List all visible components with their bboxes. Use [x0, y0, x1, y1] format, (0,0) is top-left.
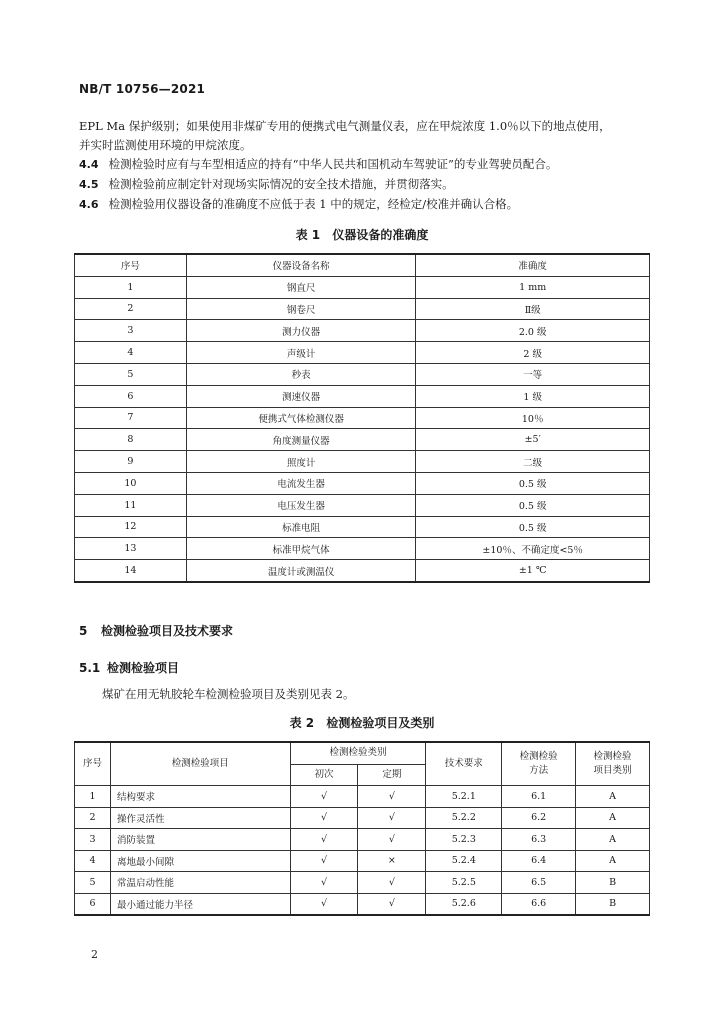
- cell-seq: 1: [75, 276, 187, 298]
- cell-accuracy: 0.5 级: [416, 516, 650, 538]
- cell-item: 结构要求: [110, 786, 290, 808]
- cell-item: 最小通过能力半径: [110, 893, 290, 915]
- table-row: [75, 850, 650, 872]
- cell-tech: 5.2.2: [426, 807, 502, 829]
- table-row: [75, 385, 650, 407]
- cell-instrument: 照度计: [186, 451, 416, 473]
- cell-method: 6.1: [502, 786, 576, 808]
- cell-initial: √: [290, 850, 358, 872]
- cell-instrument: 秒表: [186, 363, 416, 385]
- section-5-1-text: 煤矿在用无轨胶轮车检测检验项目及类别见表 2。: [102, 687, 355, 701]
- cell-seq: 2: [75, 298, 187, 320]
- clause-4-6: [79, 195, 518, 214]
- clause-number: 4.6: [79, 198, 99, 211]
- cell-seq: 14: [75, 560, 187, 582]
- cell-class: A: [576, 850, 650, 872]
- table-header-row: [75, 742, 650, 764]
- cell-seq: 3: [75, 829, 111, 851]
- cell-seq: 8: [75, 429, 187, 451]
- section-number: 5: [79, 624, 88, 638]
- table2-caption-no: 表 2: [289, 716, 315, 730]
- cell-initial: √: [290, 807, 358, 829]
- cell-seq: 2: [75, 807, 111, 829]
- table-row: [75, 807, 650, 829]
- cell-tech: 5.2.6: [426, 893, 502, 915]
- cell-method: 6.3: [502, 829, 576, 851]
- cell-accuracy: ±10％、不确定度<5％: [416, 538, 650, 560]
- header-method-line-2: 方法: [529, 765, 549, 776]
- header-item: 检测检验项目: [110, 742, 290, 786]
- cell-instrument: 标准电阻: [186, 516, 416, 538]
- cell-seq: 7: [75, 407, 187, 429]
- cell-instrument: 温度计或测温仪: [186, 560, 416, 582]
- cell-seq: 10: [75, 472, 187, 494]
- cell-class: A: [576, 807, 650, 829]
- cell-seq: 11: [75, 494, 187, 516]
- cell-periodic: ×: [358, 850, 426, 872]
- cell-accuracy: 2 级: [416, 342, 650, 364]
- section-5-1-heading: [79, 659, 179, 676]
- table-row: [75, 342, 650, 364]
- cell-periodic: √: [358, 829, 426, 851]
- intro-line-2: 并实时监测使用环境的甲烷浓度。: [79, 138, 252, 152]
- table-row: [75, 363, 650, 385]
- header-method: [502, 742, 576, 786]
- section-5-heading: [79, 622, 233, 639]
- header-seq: 序号: [75, 254, 187, 276]
- table-row: [75, 538, 650, 560]
- table1-caption-no: 表 1: [295, 228, 321, 242]
- cell-seq: 5: [75, 872, 111, 894]
- cell-seq: 5: [75, 363, 187, 385]
- header-method-line-1: 检测检验: [519, 751, 558, 762]
- section-title: 检测检验项目及技术要求: [101, 624, 234, 638]
- cell-class: A: [576, 829, 650, 851]
- table-row: [75, 516, 650, 538]
- table-row: [75, 872, 650, 894]
- cell-method: 6.5: [502, 872, 576, 894]
- section-title: 检测检验项目: [107, 661, 180, 675]
- cell-class: B: [576, 872, 650, 894]
- cell-instrument: 电压发生器: [186, 494, 416, 516]
- section-number: 5.1: [79, 661, 101, 675]
- cell-seq: 1: [75, 786, 111, 808]
- cell-class: B: [576, 893, 650, 915]
- table-row: [75, 298, 650, 320]
- header-category: 检测检验类别: [290, 742, 426, 764]
- table-row: [75, 320, 650, 342]
- cell-periodic: √: [358, 807, 426, 829]
- accuracy-table: [74, 253, 650, 583]
- cell-item: 消防装置: [110, 829, 290, 851]
- table-header-row: [75, 254, 650, 276]
- cell-instrument: 角度测量仪器: [186, 429, 416, 451]
- cell-item: 常温启动性能: [110, 872, 290, 894]
- cell-instrument: 电流发生器: [186, 472, 416, 494]
- cell-initial: √: [290, 872, 358, 894]
- table-row: [75, 472, 650, 494]
- page-number: 2: [91, 948, 98, 961]
- header-class-line-1: 检测检验: [593, 751, 632, 762]
- cell-tech: 5.2.5: [426, 872, 502, 894]
- cell-item: 操作灵活性: [110, 807, 290, 829]
- cell-seq: 6: [75, 385, 187, 407]
- cell-seq: 6: [75, 893, 111, 915]
- cell-instrument: 便携式气体检测仪器: [186, 407, 416, 429]
- header-instrument: 仪器设备名称: [186, 254, 416, 276]
- cell-seq: 9: [75, 451, 187, 473]
- standard-code: NB/T 10756—2021: [79, 82, 206, 96]
- cell-tech: 5.2.4: [426, 850, 502, 872]
- table-row: [75, 786, 650, 808]
- cell-method: 6.2: [502, 807, 576, 829]
- cell-accuracy: 1 mm: [416, 276, 650, 298]
- cell-accuracy: 2.0 级: [416, 320, 650, 342]
- clause-number: 4.4: [79, 158, 99, 171]
- cell-accuracy: 二级: [416, 451, 650, 473]
- cell-initial: √: [290, 829, 358, 851]
- table-row: [75, 893, 650, 915]
- clause-text: 检测检验用仪器设备的准确度不应低于表 1 中的规定，经检定/校准并确认合格。: [108, 197, 519, 211]
- table-row: [75, 494, 650, 516]
- cell-initial: √: [290, 893, 358, 915]
- cell-seq: 4: [75, 342, 187, 364]
- cell-seq: 4: [75, 850, 111, 872]
- table-row: [75, 451, 650, 473]
- cell-method: 6.6: [502, 893, 576, 915]
- intro-line-1: EPL Ma 保护级别；如果使用非煤矿专用的便携式电气测量仪表，应在甲烷浓度 1.0％以下的地点使用，: [79, 119, 611, 133]
- clause-text: 检测检验时应有与车型相适应的持有“中华人民共和国机动车驾驶证”的专业驾驶员配合。: [108, 157, 558, 171]
- cell-initial: √: [290, 786, 358, 808]
- table-row: [75, 829, 650, 851]
- cell-instrument: 测力仪器: [186, 320, 416, 342]
- table-row: [75, 407, 650, 429]
- cell-accuracy: ±5′: [416, 429, 650, 451]
- table-row: [75, 560, 650, 582]
- table-row: [75, 429, 650, 451]
- clause-number: 4.5: [79, 178, 99, 191]
- table1-caption-title: 仪器设备的准确度: [332, 228, 429, 242]
- clause-4-5: [79, 175, 454, 194]
- table1-caption: [0, 226, 724, 243]
- header-periodic: 定期: [358, 764, 426, 786]
- cell-class: A: [576, 786, 650, 808]
- cell-tech: 5.2.3: [426, 829, 502, 851]
- cell-accuracy: 0.5 级: [416, 472, 650, 494]
- cell-instrument: 标准甲烷气体: [186, 538, 416, 560]
- cell-accuracy: 1 级: [416, 385, 650, 407]
- table2-caption-title: 检测检验项目及类别: [326, 716, 435, 730]
- cell-instrument: 测速仪器: [186, 385, 416, 407]
- header-seq: 序号: [75, 742, 111, 786]
- cell-accuracy: ±1 ℃: [416, 560, 650, 582]
- cell-accuracy: 0.5 级: [416, 494, 650, 516]
- cell-tech: 5.2.1: [426, 786, 502, 808]
- cell-periodic: √: [358, 872, 426, 894]
- clause-4-4: [79, 155, 557, 174]
- table2-caption: [0, 714, 724, 731]
- cell-accuracy: Ⅱ级: [416, 298, 650, 320]
- cell-periodic: √: [358, 893, 426, 915]
- header-initial: 初次: [290, 764, 358, 786]
- header-class: [576, 742, 650, 786]
- inspection-items-table: [74, 741, 650, 916]
- cell-instrument: 声级计: [186, 342, 416, 364]
- clause-text: 检测检验前应制定针对现场实际情况的安全技术措施，并贯彻落实。: [108, 177, 454, 191]
- cell-seq: 13: [75, 538, 187, 560]
- cell-item: 离地最小间隙: [110, 850, 290, 872]
- cell-instrument: 钢直尺: [186, 276, 416, 298]
- cell-instrument: 钢卷尺: [186, 298, 416, 320]
- cell-periodic: √: [358, 786, 426, 808]
- header-tech-requirement: 技术要求: [426, 742, 502, 786]
- cell-seq: 3: [75, 320, 187, 342]
- table-row: [75, 276, 650, 298]
- cell-accuracy: 10％: [416, 407, 650, 429]
- header-accuracy: 准确度: [416, 254, 650, 276]
- cell-method: 6.4: [502, 850, 576, 872]
- cell-seq: 12: [75, 516, 187, 538]
- cell-accuracy: 一等: [416, 363, 650, 385]
- header-class-line-2: 项目类别: [593, 765, 632, 776]
